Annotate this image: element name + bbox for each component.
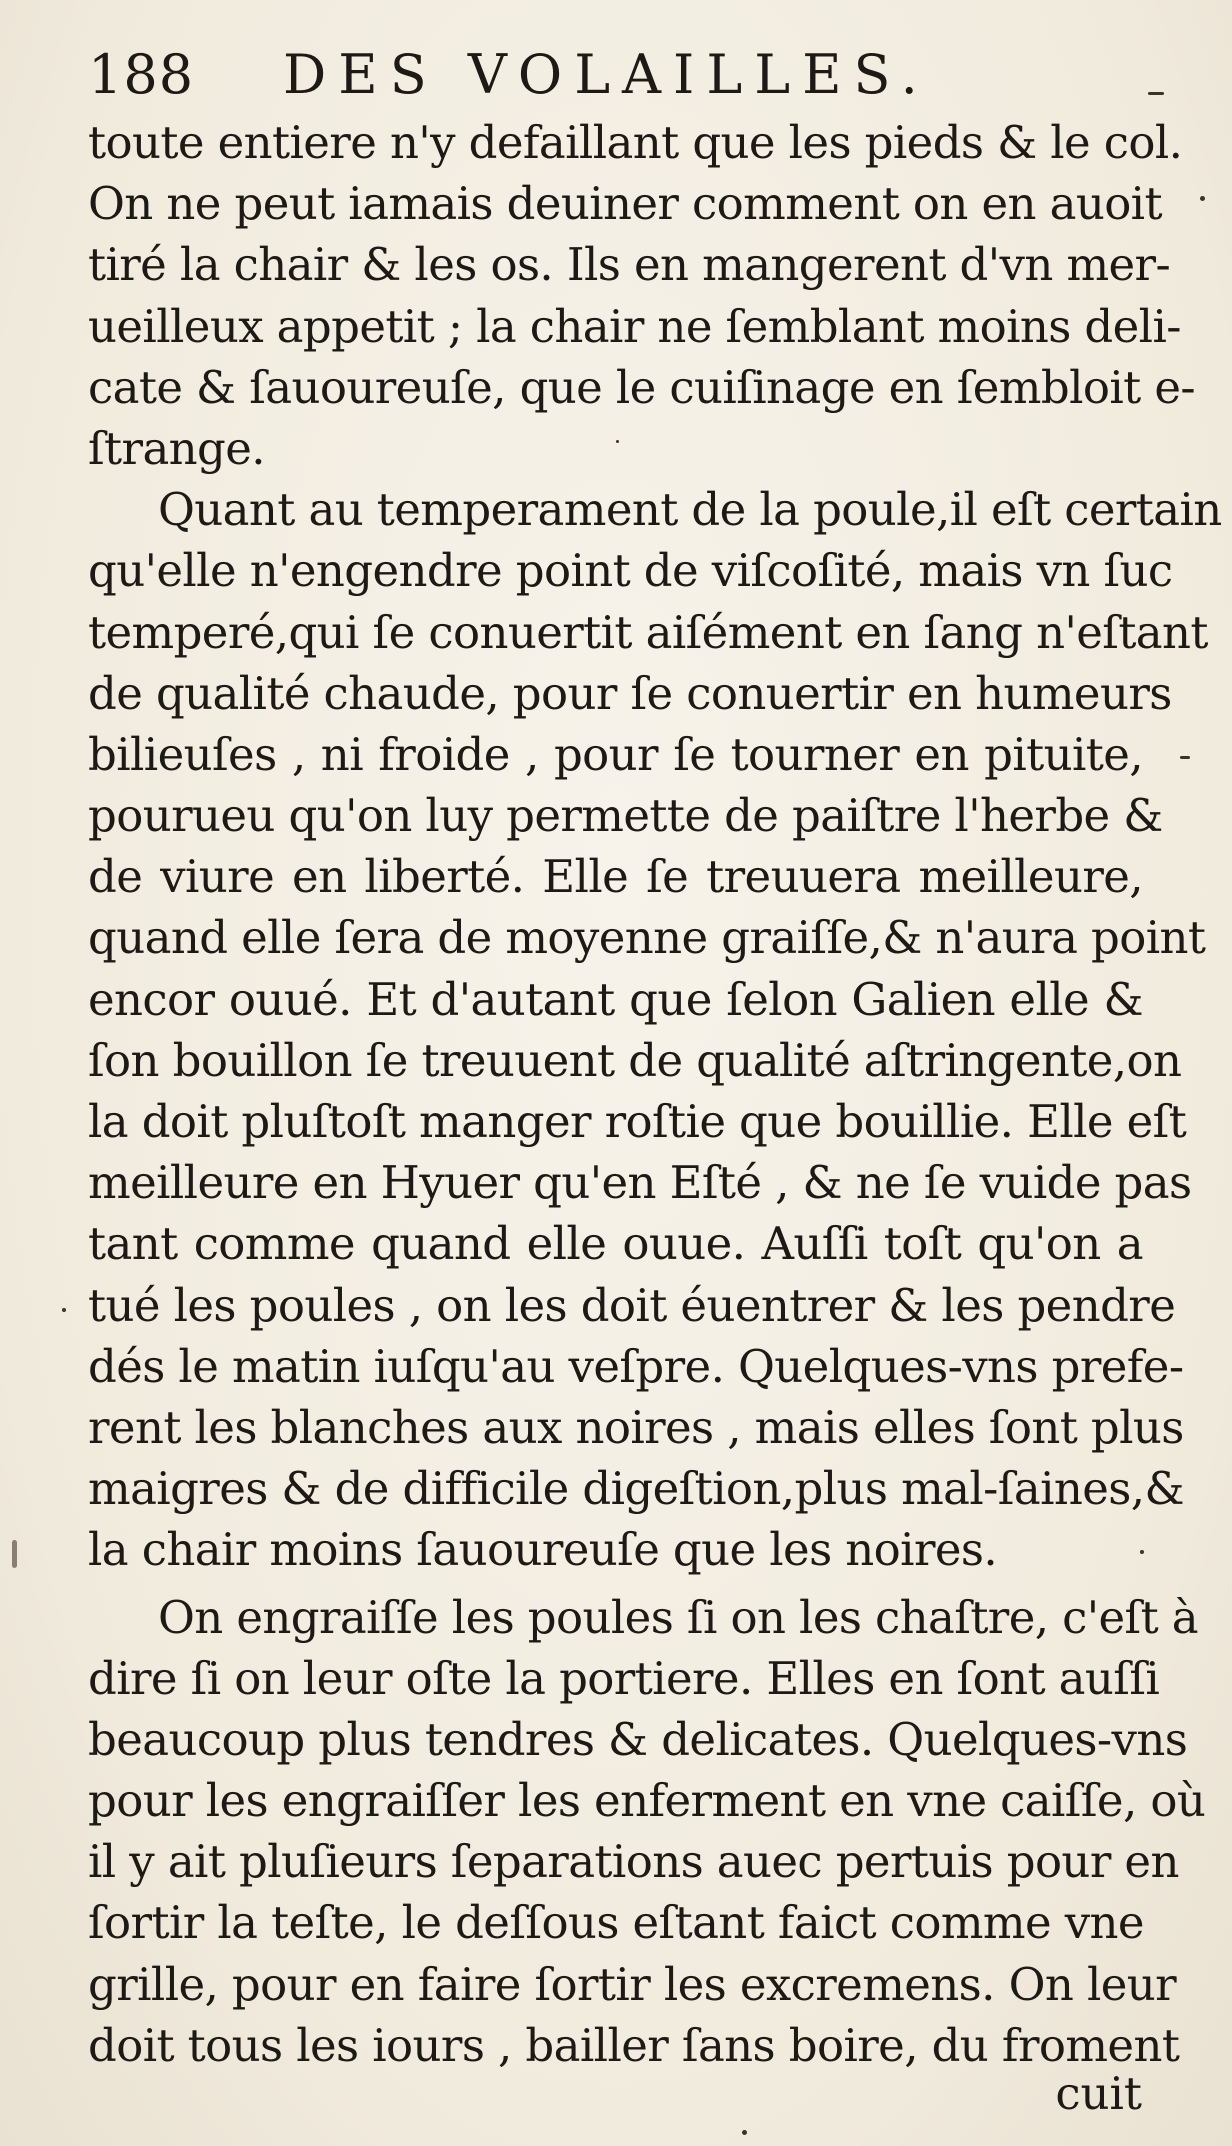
text-line: ſon bouillon ſe treuuent de qualité aſtringente,on bbox=[88, 1033, 1182, 1087]
ink-speck bbox=[1140, 1550, 1144, 1554]
text-line: temperé,qui ſe conuertit aiſément en ſang n'eſtant bbox=[88, 605, 1208, 659]
text-line: tiré la chair & les os. Ils en mangerent d'vn mer- bbox=[88, 238, 1171, 292]
text-line: la chair moins ſauoureuſe que les noires. bbox=[88, 1523, 998, 1577]
text-line: tant comme quand elle ouue. Auſſi toſt qu'on a bbox=[88, 1217, 1143, 1271]
ink-speck bbox=[1148, 92, 1164, 95]
text-line: tué les poules , on les doit éuentrer & les pendre bbox=[88, 1278, 1176, 1332]
text-line: dés le matin iuſqu'au veſpre. Quelques-vns prefe- bbox=[88, 1339, 1184, 1393]
text-line: cate & ſauoureuſe, que le cuiſinage en ſembloit e- bbox=[88, 360, 1195, 414]
ink-speck bbox=[12, 1540, 17, 1568]
body-text bbox=[88, 112, 1222, 2076]
text-line: encor ouué. Et d'autant que ſelon Galien elle & bbox=[88, 972, 1143, 1026]
running-head: DES VOLAILLES. bbox=[283, 43, 930, 106]
text-line: de viure en liberté. Elle ſe treuuera meilleure, bbox=[88, 850, 1143, 904]
ink-speck bbox=[742, 2130, 747, 2135]
page-header bbox=[88, 40, 1168, 110]
text-line: Quant au temperament de la poule,il eſt certain bbox=[158, 483, 1222, 537]
ink-speck bbox=[616, 440, 619, 443]
text-line: On engraiſſe les poules ſi on les chaſtre, c'eſt à bbox=[158, 1590, 1199, 1644]
ink-speck bbox=[62, 1308, 66, 1312]
ink-speck bbox=[1200, 196, 1205, 201]
text-line: pour les engraiſſer les enferment en vne caiſſe, où bbox=[88, 1774, 1206, 1828]
text-line: rent les blanches aux noires , mais elles ſont plus bbox=[88, 1400, 1184, 1454]
text-line: On ne peut iamais deuiner comment on en auoit bbox=[88, 177, 1162, 231]
text-line: quand elle ſera de moyenne graiſſe,& n'aura point bbox=[88, 911, 1206, 965]
text-line: il y ait pluſieurs ſeparations auec pertuis pour en bbox=[88, 1835, 1179, 1889]
text-line: beaucoup plus tendres & delicates. Quelques-vns bbox=[88, 1712, 1188, 1766]
page-number: 188 bbox=[88, 43, 195, 106]
text-line: ſortir la teſte, le deſſous eſtant faict comme vne bbox=[88, 1896, 1144, 1950]
text-line: toute entiere n'y defaillant que les pieds & le col. bbox=[88, 116, 1183, 169]
catchword: cuit bbox=[1055, 2067, 1142, 2120]
ink-speck bbox=[1180, 756, 1190, 759]
text-line: bilieuſes , ni froide , pour ſe tourner en pituite, bbox=[88, 727, 1143, 781]
text-line: maigres & de difficile digeſtion,plus mal-ſaines,& bbox=[88, 1462, 1184, 1516]
text-line: dire ſi on leur oſte la portiere. Elles en ſont auſſi bbox=[88, 1651, 1160, 1705]
text-line: ſtrange. bbox=[88, 421, 266, 475]
text-line: de qualité chaude, pour ſe conuertir en humeurs bbox=[88, 666, 1172, 720]
text-line: pourueu qu'on luy permette de paiſtre l'herbe & bbox=[88, 789, 1163, 843]
text-line: doit tous les iours , bailler ſans boire, du froment bbox=[88, 2018, 1180, 2072]
text-line: la doit pluſtoſt manger roſtie que bouillie. Elle eſt bbox=[88, 1095, 1187, 1148]
text-line: qu'elle n'engendre point de viſcoſité, mais vn ſuc bbox=[88, 544, 1173, 598]
text-line: ueilleux appetit ; la chair ne ſemblant moins deli- bbox=[88, 299, 1181, 353]
text-line: grille, pour en faire ſortir les excremens. On leur bbox=[88, 1957, 1177, 2011]
text-line: meilleure en Hyuer qu'en Eſté , & ne ſe vuide pas bbox=[88, 1156, 1192, 1210]
